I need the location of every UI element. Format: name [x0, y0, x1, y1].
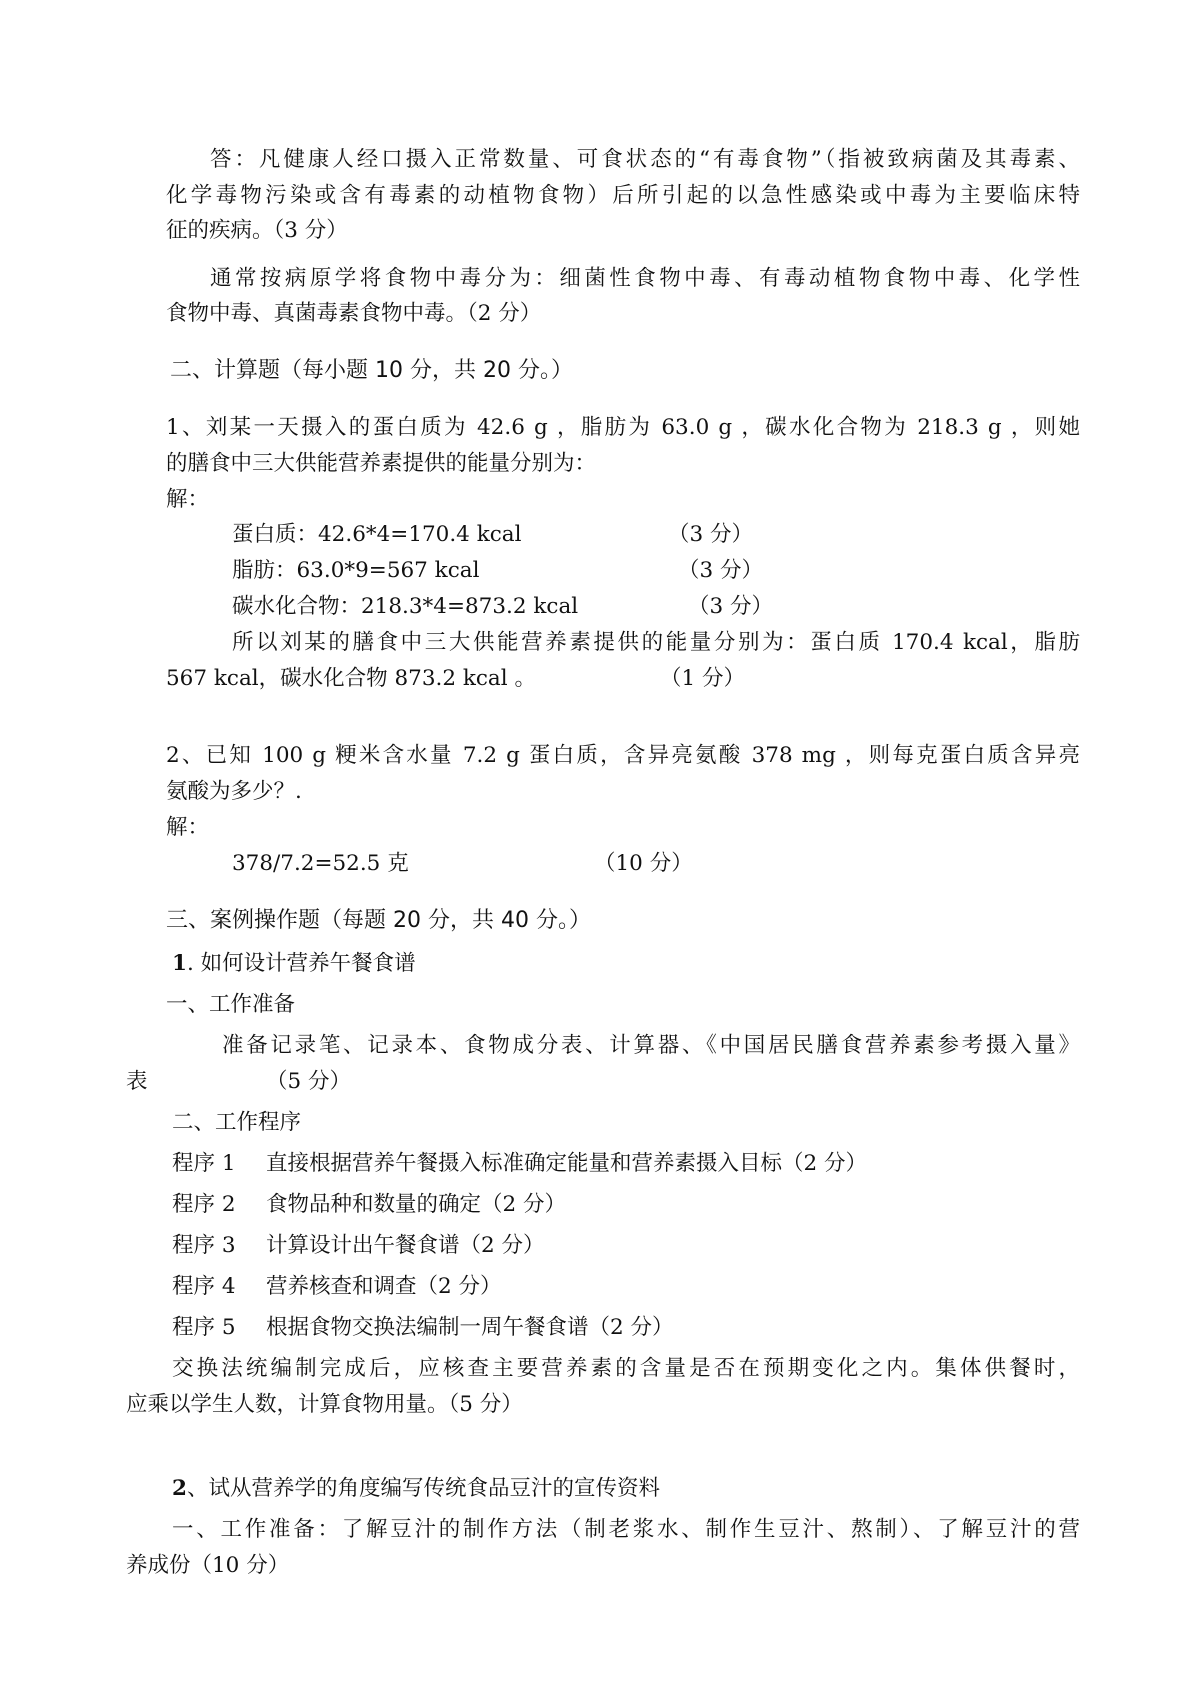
q1-carb-calc: 碳水化合物：218.3*4=873.2 kcal	[232, 594, 579, 619]
q2-calc: 378/7.2=52.5 克	[232, 851, 409, 876]
case-1-note-line-1: 交换法统编制完成后，应核查主要营养素的含量是否在预期变化之内。集体供餐时，	[172, 1356, 1080, 1381]
q2-line-2: 氨酸为多少？.	[166, 779, 302, 804]
q1-summary-line-1: 所以刘某的膳食中三大供能营养素提供的能量分别为：蛋白质 170.4 kcal，脂肪	[232, 630, 1080, 655]
answer-line-1: 答：凡健康人经口摄入正常数量、可食状态的“有毒食物”（指被致病菌及其毒素、	[210, 147, 1080, 172]
q2-line-1: 2、已知 100 g 粳米含水量 7.2 g 蛋白质，含异亮氨酸 378 mg ，则每克蛋白质含异亮	[166, 743, 1080, 768]
case-1-prep-points: （5 分）	[266, 1069, 352, 1094]
q1-protein-points: （3 分）	[668, 522, 754, 547]
q1-line-1: 1、刘某一天摄入的蛋白质为 42.6 g ，脂肪为 63.0 g ，碳水化合物为 218.3 g ，则她	[166, 415, 1080, 440]
q1-fat-calc: 脂肪：63.0*9=567 kcal	[232, 558, 480, 583]
q1-protein-calc: 蛋白质：42.6*4=170.4 kcal	[232, 522, 522, 547]
case-2-prep-line-1: 一、工作准备：了解豆汁的制作方法（制老浆水、制作生豆汁、熬制）、了解豆汁的营	[172, 1517, 1080, 1542]
step-2-label: 程序 2	[172, 1192, 236, 1217]
step-1-label: 程序 1	[172, 1151, 236, 1176]
q2-solve-label: 解：	[166, 815, 210, 840]
answer-line-3: 征的疾病。（3 分）	[166, 218, 348, 243]
step-3-label: 程序 3	[172, 1233, 236, 1258]
case-1-note-line-2: 应乘以学生人数，计算食物用量。（5 分）	[126, 1392, 523, 1417]
case-1-procedure-heading: 二、工作程序	[172, 1110, 302, 1135]
step-1-text: 直接根据营养午餐摄入标准确定能量和营养素摄入目标（2 分）	[266, 1151, 868, 1176]
case-1-prep-line-1: 准备记录笔、记录本、食物成分表、计算器、《中国居民膳食营养素参考摄入量》	[222, 1033, 1080, 1058]
q1-fat-points: （3 分）	[678, 558, 764, 583]
case-1-prep-heading: 一、工作准备	[166, 992, 296, 1017]
classification-line-2: 食物中毒、真菌毒素食物中毒。（2 分）	[166, 301, 542, 326]
case-2-title	[172, 1474, 660, 1504]
case-1-title	[172, 949, 416, 979]
step-5-label: 程序 5	[172, 1315, 236, 1340]
step-4-label: 程序 4	[172, 1274, 236, 1299]
step-2-text: 食物品种和数量的确定（2 分）	[266, 1192, 567, 1217]
q1-solve-label: 解：	[166, 487, 210, 512]
case-1-number: 1	[172, 951, 187, 976]
q2-calc-points: （10 分）	[594, 851, 693, 876]
case-2-number: 2	[172, 1476, 187, 1501]
answer-line-2: 化学毒物污染或含有毒素的动植物食物）后所引起的以急性感染或中毒为主要临床特	[166, 183, 1080, 208]
q1-summary-line-2: 567 kcal，碳水化合物 873.2 kcal 。	[166, 666, 536, 691]
q1-summary-points: （1 分）	[660, 666, 746, 691]
section-3-heading: 三、案例操作题（每题 20 分，共 40 分。）	[166, 908, 591, 933]
q1-line-2: 的膳食中三大供能营养素提供的能量分别为：	[166, 451, 597, 476]
q1-carb-points: （3 分）	[688, 594, 774, 619]
section-2-heading: 二、计算题（每小题 10 分，共 20 分。）	[170, 358, 573, 383]
step-4-text: 营养核查和调查（2 分）	[266, 1274, 502, 1299]
step-3-text: 计算设计出午餐食谱（2 分）	[266, 1233, 545, 1258]
case-2-prep-line-2: 养成份（10 分）	[126, 1553, 290, 1578]
case-1-title-text: . 如何设计营养午餐食谱	[186, 951, 416, 976]
classification-line-1: 通常按病原学将食物中毒分为：细菌性食物中毒、有毒动植物食物中毒、化学性	[210, 266, 1080, 291]
case-1-prep-line-2-start: 表	[126, 1069, 148, 1094]
step-5-text: 根据食物交换法编制一周午餐食谱（2 分）	[266, 1315, 674, 1340]
case-2-title-text: 、试从营养学的角度编写传统食品豆汁的宣传资料	[186, 1476, 660, 1501]
